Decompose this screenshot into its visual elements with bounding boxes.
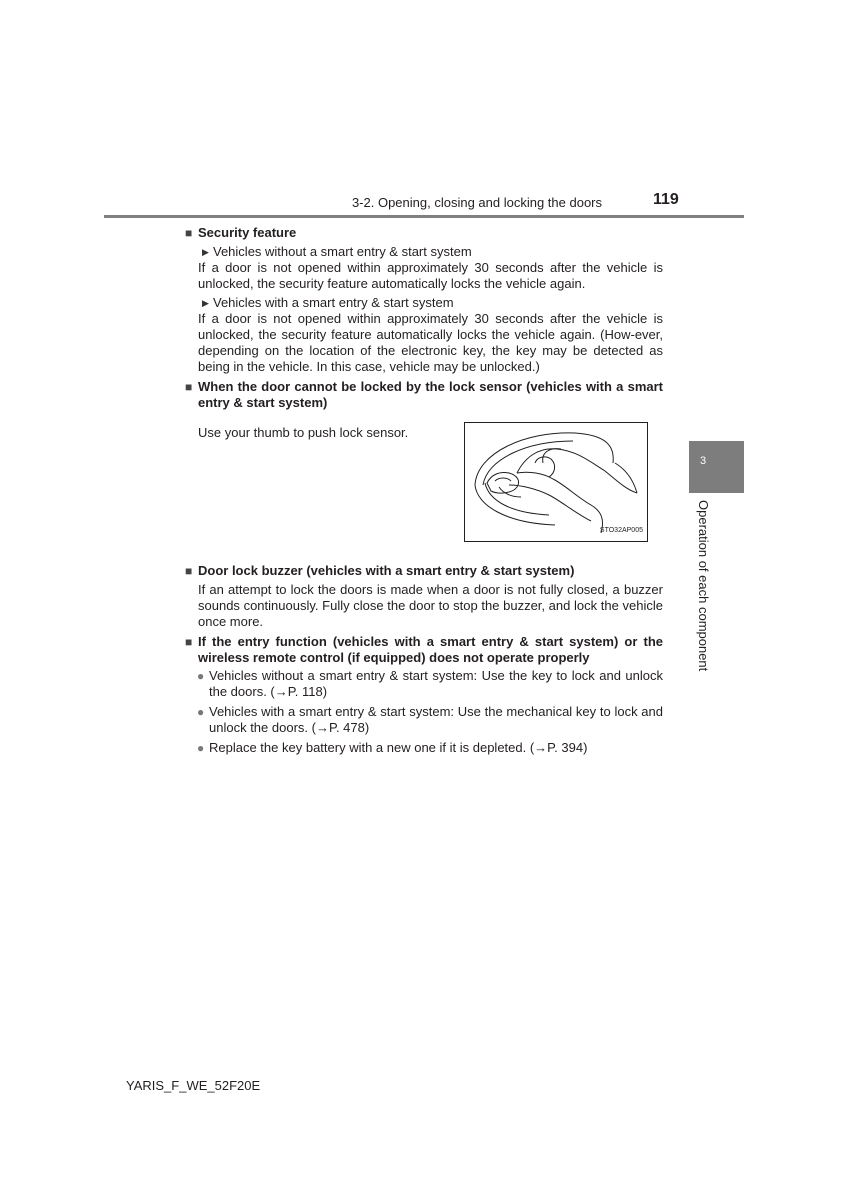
- door-lock-buzzer-section: [185, 563, 663, 630]
- lock-sensor-section: [185, 379, 663, 559]
- circle-bullet-icon: ●: [197, 705, 205, 719]
- chapter-tab-title: Operation of each component: [696, 500, 711, 672]
- list-item-text: Vehicles without a smart entry & start system: Use the key to lock and unlock the doors. (→P. 118): [209, 668, 663, 699]
- paragraph: Use your thumb to push lock sensor.: [198, 425, 409, 440]
- paragraph: If a door is not opened within approximately 30 seconds after the vehicle is unlocked, the security feature automatically locks the vehicle again. (How-ever, depending on the location of the electronic key, the key may be detected as being in the vehicle. In this case, vehicle may be unlocked.): [198, 311, 663, 374]
- header-rule: [104, 215, 744, 218]
- chapter-tab[interactable]: [689, 441, 744, 493]
- chapter-tab-number: 3: [700, 455, 707, 467]
- header-section-title: 3-2. Opening, closing and locking the doors: [351, 195, 602, 210]
- entry-function-section: [185, 634, 663, 756]
- section-heading: If the entry function (vehicles with a smart entry & start system) or the wireless remote control (if equipped) does not operate properly: [198, 634, 663, 665]
- triangle-arrow-icon: ▶: [202, 247, 209, 257]
- condition-label: Vehicles with a smart entry & start system: [213, 295, 454, 310]
- square-bullet-icon: ■: [185, 380, 193, 394]
- circle-bullet-icon: ●: [197, 741, 205, 755]
- security-feature-section: [185, 225, 663, 375]
- condition-label: Vehicles without a smart entry & start system: [213, 244, 472, 259]
- figure-code: STO32AP005: [599, 527, 643, 534]
- list-item: [197, 740, 663, 756]
- lock-sensor-illustration: [464, 422, 648, 542]
- list-item: [197, 668, 663, 700]
- list-item-text: Vehicles with a smart entry & start system: Use the mechanical key to lock and unlock the doors. (→P. 478): [209, 704, 663, 735]
- section-heading: Door lock buzzer (vehicles with a smart entry & start system): [198, 563, 575, 578]
- circle-bullet-icon: ●: [197, 669, 205, 683]
- paragraph: If a door is not opened within approximately 30 seconds after the vehicle is unlocked, the security feature automatically locks the vehicle again.: [198, 260, 663, 291]
- footer-doc-code: YARIS_F_WE_52F20E: [126, 1078, 261, 1093]
- list-item-text: Replace the key battery with a new one if it is depleted. (→P. 394): [209, 740, 588, 755]
- page-number: 119: [653, 191, 679, 208]
- triangle-arrow-icon: ▶: [202, 298, 209, 308]
- section-heading: Security feature: [198, 225, 297, 240]
- square-bullet-icon: ■: [185, 635, 193, 649]
- section-heading: When the door cannot be locked by the lock sensor (vehicles with a smart entry & start system): [198, 379, 663, 410]
- square-bullet-icon: ■: [185, 226, 193, 240]
- page-content: [185, 225, 663, 760]
- paragraph: If an attempt to lock the doors is made when a door is not fully closed, a buzzer sounds continuously. Fully close the door to stop the buzzer, and lock the vehicle once more.: [198, 582, 663, 629]
- square-bullet-icon: ■: [185, 564, 193, 578]
- list-item: [197, 704, 663, 736]
